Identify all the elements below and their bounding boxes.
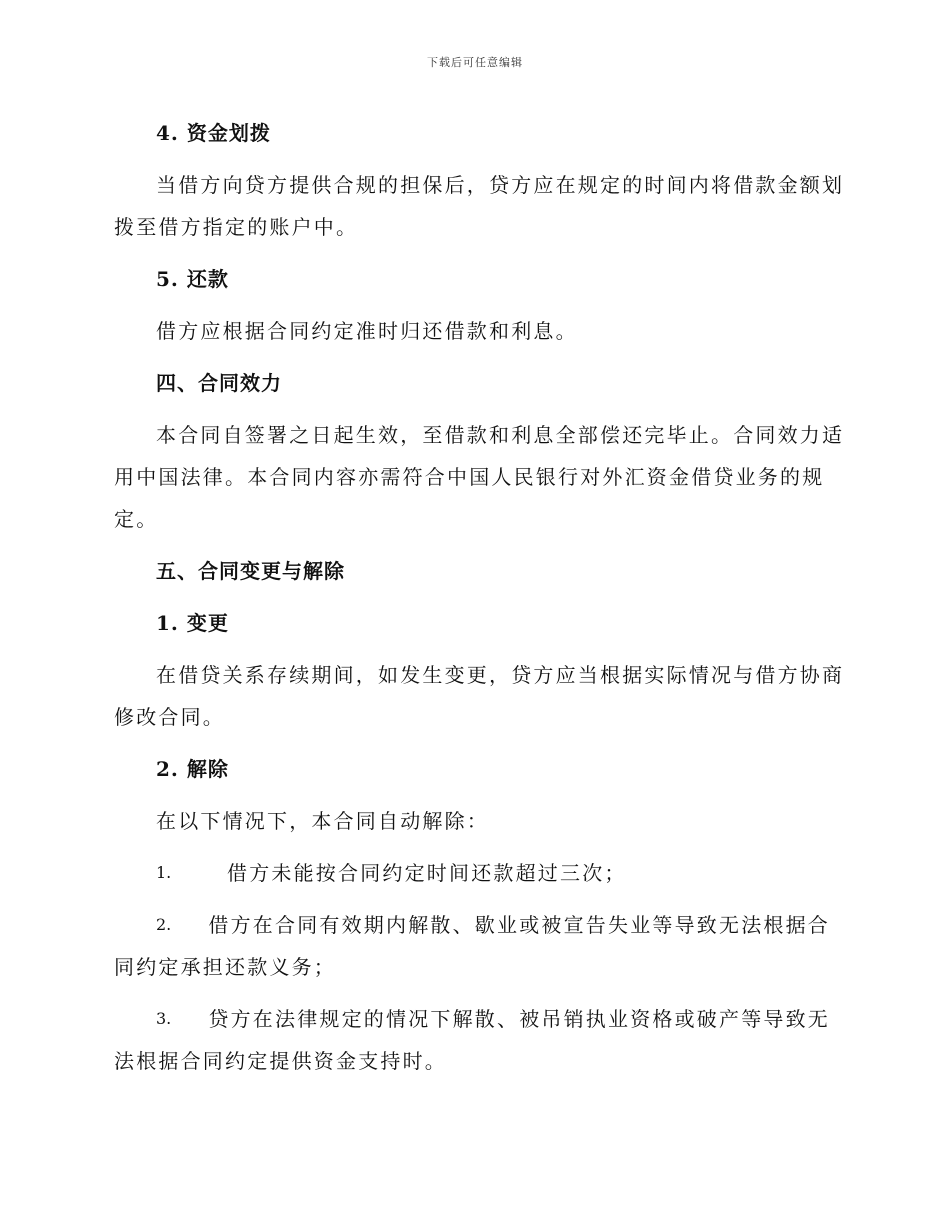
list-item-text: 贷方在法律规定的情况下解散、被吊销执业资格或破产等导致无 bbox=[208, 1007, 830, 1031]
subsection-heading-change: 1. 变更 bbox=[156, 611, 229, 635]
section-heading-contract-validity: 四、合同效力 bbox=[156, 371, 282, 395]
section-heading-change-termination: 五、合同变更与解除 bbox=[156, 559, 345, 583]
paragraph-line: 借方应根据合同约定准时归还借款和利息。 bbox=[156, 319, 578, 343]
paragraph-line: 在借贷关系存续期间，如发生变更，贷方应当根据实际情况与借方协商 bbox=[156, 663, 845, 687]
paragraph-line: 修改合同。 bbox=[114, 705, 225, 729]
paragraph-line: 拨至借方指定的账户中。 bbox=[114, 215, 359, 239]
list-item-continuation: 同约定承担还款义务； bbox=[114, 955, 336, 979]
paragraph-line: 定。 bbox=[114, 507, 159, 531]
paragraph-line: 在以下情况下，本合同自动解除： bbox=[156, 809, 489, 833]
document-body bbox=[114, 112, 845, 1082]
list-item-number: 2. bbox=[156, 915, 172, 934]
page-header: 下载后可任意编辑 bbox=[427, 56, 523, 69]
section-heading-repayment: 5. 还款 bbox=[156, 267, 229, 291]
list-item bbox=[114, 852, 830, 894]
list-item-text: 借方在合同有效期内解散、歇业或被宣告失业等导致无法根据合 bbox=[208, 913, 830, 937]
list-item-text: 借方未能按合同约定时间还款超过三次； bbox=[227, 861, 627, 885]
list-item-number: 3. bbox=[156, 1009, 172, 1028]
list-item bbox=[114, 904, 830, 946]
list-item bbox=[114, 998, 830, 1040]
paragraph-line: 用中国法律。本合同内容亦需符合中国人民银行对外汇资金借贷业务的规 bbox=[114, 465, 825, 489]
list-item-number: 1. bbox=[156, 863, 172, 882]
list-item-continuation: 法根据合同约定提供资金支持时。 bbox=[114, 1049, 447, 1073]
section-heading-fund-transfer: 4. 资金划拨 bbox=[156, 121, 271, 145]
paragraph-line: 本合同自签署之日起生效，至借款和利息全部偿还完毕止。合同效力适 bbox=[156, 423, 845, 447]
paragraph-line: 当借方向贷方提供合规的担保后，贷方应在规定的时间内将借款金额划 bbox=[156, 173, 845, 197]
subsection-heading-termination: 2. 解除 bbox=[156, 757, 229, 781]
